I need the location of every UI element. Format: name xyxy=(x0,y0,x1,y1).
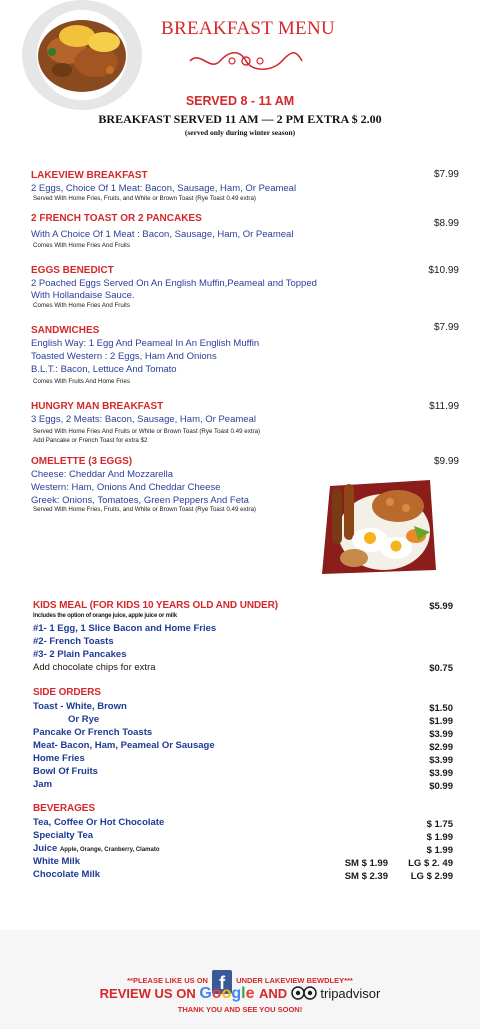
bev-white-milk-label: White Milk xyxy=(33,856,80,867)
item-omelette-line3: Greek: Onions, Tomatoes, Green Peppers And Feta xyxy=(31,495,249,506)
item-sandwiches-line1: English Way: 1 Egg And Peameal In An English Muffin xyxy=(31,338,260,349)
side-row-label: Jam xyxy=(33,779,53,790)
side-row-price: $2.99 xyxy=(429,742,453,753)
item-benedict-desc2: With Hollandaise Sauce. xyxy=(31,290,135,301)
item-lakeview-note: Served With Home Fries, Fruits, and White or Brown Toast (Rye Toast 0.49 extra) xyxy=(33,195,256,202)
bev-choc-milk-label: Chocolate Milk xyxy=(33,869,101,880)
kids-option-2: #2- French Toasts xyxy=(33,636,114,647)
item-hungry-note2: Add Pancake or French Toast for extra $2 xyxy=(33,437,148,444)
item-omelette-price: $9.99 xyxy=(433,456,459,467)
thanks-line: THANK YOU AND SEE YOU SOON! xyxy=(177,1005,303,1014)
bev-specialty-price: $ 1.99 xyxy=(426,832,453,843)
kids-meal-name: KIDS MEAL (FOR KIDS 10 YEARS OLD AND UNDER) xyxy=(33,600,278,611)
bev-juice-label: Juice Apple, Orange, Cranberry, Clamato xyxy=(33,843,160,854)
bev-choc-milk-sm: SM $ 2.39 xyxy=(344,871,388,882)
item-french-name: 2 FRENCH TOAST OR 2 PANCAKES xyxy=(31,213,202,224)
item-sandwiches-name: SANDWICHES xyxy=(31,325,100,336)
kids-option-3: #3- 2 Plain Pancakes xyxy=(33,649,127,660)
item-french-desc: With A Choice Of 1 Meat : Bacon, Sausage, Ham, Or Peameal xyxy=(31,229,294,240)
item-hungry-name: HUNGRY MAN BREAKFAST xyxy=(31,401,164,412)
side-row-label: Pancake Or French Toasts xyxy=(33,727,153,738)
side-row-price: $3.99 xyxy=(429,729,453,740)
bev-white-milk-sm: SM $ 1.99 xyxy=(344,858,388,869)
facebook-icon[interactable]: f xyxy=(212,970,232,994)
menu-title: BREAKFAST MENU xyxy=(161,18,335,39)
kids-chips-label: Add chocolate chips for extra xyxy=(33,662,156,673)
item-benedict-name: EGGS BENEDICT xyxy=(31,265,114,276)
item-lakeview-price: $7.99 xyxy=(433,169,459,180)
kids-meal-price: $5.99 xyxy=(429,601,453,612)
hungry-man-plate-photo xyxy=(318,478,438,578)
item-sandwiches-line2: Toasted Western : 2 Eggs, Ham And Onions xyxy=(31,351,217,362)
side-row-label: Bowl Of Fruits xyxy=(33,766,98,777)
like-us-line: **PLEASE LIKE US ON f UNDER LAKEVIEW BEWDLEY*** xyxy=(0,970,480,994)
item-benedict-price: $10.99 xyxy=(428,265,459,276)
bev-white-milk-lg: LG $ 2. 49 xyxy=(408,858,453,869)
side-row-price: $3.99 xyxy=(429,768,453,779)
beverages-title: BEVERAGES xyxy=(33,803,95,814)
served-time: SERVED 8 - 11 AM xyxy=(185,94,295,108)
side-row-price: $3.99 xyxy=(429,755,453,766)
side-orders-title: SIDE ORDERS xyxy=(33,687,101,698)
tripadvisor-logo[interactable]: tripadvisor xyxy=(320,986,381,1001)
flourish-ornament-icon xyxy=(186,50,306,72)
side-row-label: Or Rye xyxy=(68,714,100,725)
side-row-label: Home Fries xyxy=(33,753,85,764)
bev-choc-milk-lg: LG $ 2.99 xyxy=(410,871,453,882)
item-french-note: Comes With Home Fries And Fruits xyxy=(33,242,130,249)
bev-tea-label: Tea, Coffee Or Hot Chocolate xyxy=(33,817,165,828)
item-omelette-line2: Western: Ham, Onions And Cheddar Cheese xyxy=(31,482,221,493)
item-sandwiches-note: Comes With Fruits And Home Fries xyxy=(33,378,130,385)
bev-juice-price: $ 1.99 xyxy=(426,845,453,856)
bev-specialty-label: Specialty Tea xyxy=(33,830,94,841)
item-french-price: $8.99 xyxy=(433,218,459,229)
item-lakeview-name: LAKEVIEW BREAKFAST xyxy=(31,170,148,181)
item-hungry-desc: 3 Eggs, 2 Meats: Bacon, Sausage, Ham, Or Peameal xyxy=(31,414,256,425)
review-line: REVIEW US ON Google AND tripadvisor xyxy=(99,985,381,1002)
item-omelette-line1: Cheese: Cheddar And Mozzarella xyxy=(31,469,174,480)
item-omelette-note: Served With Home Fries, Fruits, and White or Brown Toast (Rye Toast 0.49 extra) xyxy=(33,506,256,513)
side-row-price: $1.50 xyxy=(429,703,453,714)
side-row-price: $0.99 xyxy=(429,781,453,792)
item-omelette-name: OMELETTE (3 EGGS) xyxy=(31,456,133,467)
tripadvisor-owl-icon xyxy=(291,986,317,1000)
item-lakeview-desc: 2 Eggs, Choice Of 1 Meat: Bacon, Sausage, Ham, Or Peameal xyxy=(31,183,297,194)
item-hungry-note1: Served With Home Fries And Fruits or White or Brown Toast (Rye Toast 0.49 extra) xyxy=(33,428,261,435)
kids-chips-price: $0.75 xyxy=(429,663,453,674)
bev-tea-price: $ 1.75 xyxy=(426,819,453,830)
kids-option-1: #1- 1 Egg, 1 Slice Bacon and Home Fries xyxy=(33,623,217,634)
served-extra: BREAKFAST SERVED 11 AM — 2 PM EXTRA $ 2.00 xyxy=(98,112,382,126)
bev-juice-sub: Apple, Orange, Cranberry, Clamato xyxy=(59,847,160,853)
served-note: (served only during winter season) xyxy=(184,128,296,137)
side-row-label: Meat- Bacon, Ham, Peameal Or Sausage xyxy=(33,740,215,751)
item-benedict-desc1: 2 Poached Eggs Served On An English Muffin,Peameal and Topped xyxy=(31,278,317,289)
kids-meal-note: Includes the option of orange juice, apple juice or milk xyxy=(33,613,177,619)
side-row-label: Toast - White, Brown xyxy=(33,701,127,712)
item-sandwiches-price: $7.99 xyxy=(433,322,459,333)
item-benedict-note: Comes With Home Fries And Fruits xyxy=(33,302,130,309)
google-logo[interactable]: Google xyxy=(199,985,255,1002)
item-sandwiches-line3: B.L.T.: Bacon, Lettuce And Tomato xyxy=(31,364,177,375)
side-row-price: $1.99 xyxy=(429,716,453,727)
item-hungry-price: $11.99 xyxy=(429,401,459,412)
